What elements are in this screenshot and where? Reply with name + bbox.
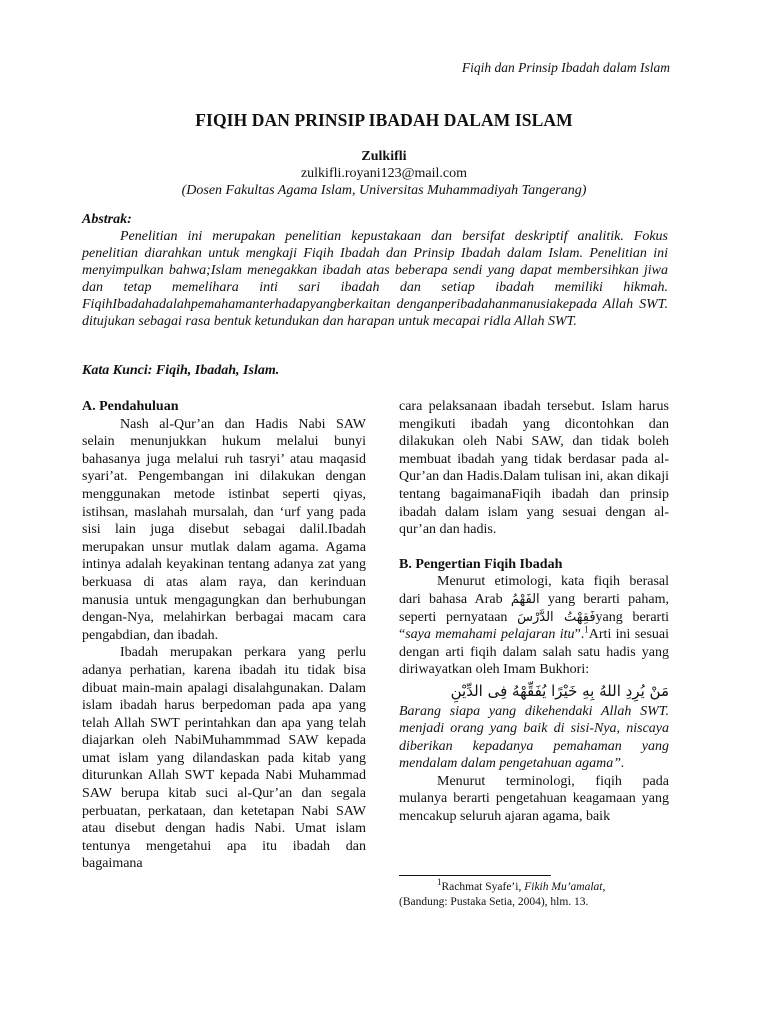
footnote-divider: [399, 875, 551, 876]
footnote: [399, 877, 669, 910]
paragraph: cara pelaksanaan ibadah tersebut. Islam harus mengikuti ibadah yang dicontohkan dan dilakukan oleh Nabi SAW, dan tidak boleh membuat ibadah yang tidak berdasar pada al-Qur’an dan Hadis.Dalam tulisan ini, akan dikaji tentang bagaimanaFiqih ibadah dan prinsip ibadah dalam islam yang sesuai dengan al-qur’an dan hadis.: [399, 399, 669, 538]
paragraph: Ibadah merupakan perkara yang perlu adanya perhatian, karena ibadah itu tidak bisa dibuat main-main apalagi disalahgunakan. Dalam islam ibadah harus berpedoman pada apa yang telah Allah SWT perintahkan dan apa yang telah diajarkan oleh NabiMuhammmad SAW kepada umat islam yang dilandaskan pada kitab yang diturunkan Allah SWT kepada Nabi Muhammad SAW berupa kitab suci al-Qur’an dan segala perbuatan, perkataan, dan ketetapan Nabi SAW atau disebut dengan hadis Nabi. Umat islam tentunya mengetahui apa itu ibadah dan bagaimana: [82, 645, 366, 872]
author-block: [0, 148, 768, 199]
section-heading-pengertian: B. Pengertian Fiqih Ibadah: [399, 556, 563, 572]
author-affiliation: (Dosen Fakultas Agama Islam, Universitas Muhammadiyah Tangerang): [181, 183, 587, 198]
text-span: yang berarti “: [399, 609, 669, 643]
footnote-number: 1: [437, 877, 442, 888]
text-span: Arti ini sesuai dengan arti fiqih dalam salah satu hadis yang diriwayatkan oleh Imam Bukhori:: [399, 627, 670, 678]
text-span: yang berarti paham, seperti pernyataan: [399, 591, 670, 625]
section-heading-pendahuluan: A. Pendahuluan: [82, 399, 179, 414]
footnote-publication: (Bandung: Pustaka Setia, 2004), hlm. 13.: [399, 896, 589, 908]
abstract: [82, 211, 668, 330]
author-name: Zulkifli: [361, 149, 407, 164]
arabic-hadith: مَنْ يُرِدِ اللهُ بِهِ خَيْرًا يُفَقِّهْهُ فِى الدِّيْنِ: [450, 681, 669, 700]
text-span: ”.: [574, 627, 585, 643]
abstract-label: Abstrak:: [82, 212, 132, 227]
text-span: Menurut etimologi, kata fiqih berasal dari bahasa Arab: [399, 574, 669, 607]
paragraph: Nash al-Qur’an dan Hadis Nabi SAW selain menunjukkan hukum melalui bunyi bahasanya juga melalui ruh tasryi’ atau maqasid syari’at. Pengembangan ini dilakukan dengan menggunakan metode istinbat seperti qiyas, istihsan, maslahah mursalah, dan ‘urf yang pada sisi lain juga disebut sebagai dalil.Ibadah merupakan unsur mutlak dalam agama. Agama intinya adalah keyakinan tentang adanya zat yang berkuasa di atas alam raya, dan kerinduan manusia untuk mengagungkan dan berhubungan dengan-Nya, melahirkan berbagai macam cara pengabdian, dan ibadah.: [82, 416, 366, 643]
paper-title: FIQIH DAN PRINSIP IBADAH DALAM ISLAM: [195, 110, 573, 130]
arabic-phrase: فَقِهْتُ الدَّرْسَ: [517, 609, 596, 625]
abstract-text: Penelitian ini merupakan penelitian kepustakaan dan bersifat deskriptif analitik. Fokus penelitian diarahkan untuk mengkaji Fiqih Ibadah dan Prinsip Ibadah dalam Islam. Penelitian ini menyimpulkan bahwa;Islam menegakkan ibadah atas beberapa sendi yang dapat membersihkan jiwa dan tetap memelihara inti sari ibadah dan setiap ibadah memiliki hikmah. FiqihIbadahadalahpemahamanterhadapyangberkaitan denganperibadahanmanusiakepada Allah SWT. ditujukan sebagai rasa bentuk ketundukan dan harapan untuk mecapai ridla Allah SWT.: [82, 229, 668, 329]
running-head: Fiqih dan Prinsip Ibadah dalam Islam: [461, 60, 670, 75]
footnote-mark[interactable]: 1: [584, 624, 589, 635]
paragraph-etymology: [399, 573, 669, 679]
right-column: [399, 398, 669, 826]
quoted-meaning: saya memahami pelajaran itu: [405, 627, 575, 643]
paragraph: Menurut terminologi, fiqih pada mulanya berarti pengetahuan keagamaan yang mencakup seluruh ajaran agama, baik: [399, 773, 669, 825]
author-email: zulkifli.royani123@mail.com: [300, 166, 468, 181]
hadith-translation: Barang siapa yang dikehendaki Allah SWT. menjadi orang yang baik di sisi-Nya, niscaya diberikan kepadanya pemahaman yang mendalam dalam pengetahuan agama”.: [399, 703, 669, 772]
footnote-book: Fikih Mu’amalat,: [524, 881, 606, 893]
keywords: Kata Kunci: Fiqih, Ibadah, Islam.: [82, 363, 280, 378]
footnote-author: Rachmat Syafe’i,: [441, 881, 525, 893]
arabic-word: الفَهْمُ: [510, 591, 540, 607]
left-column: [82, 398, 366, 873]
